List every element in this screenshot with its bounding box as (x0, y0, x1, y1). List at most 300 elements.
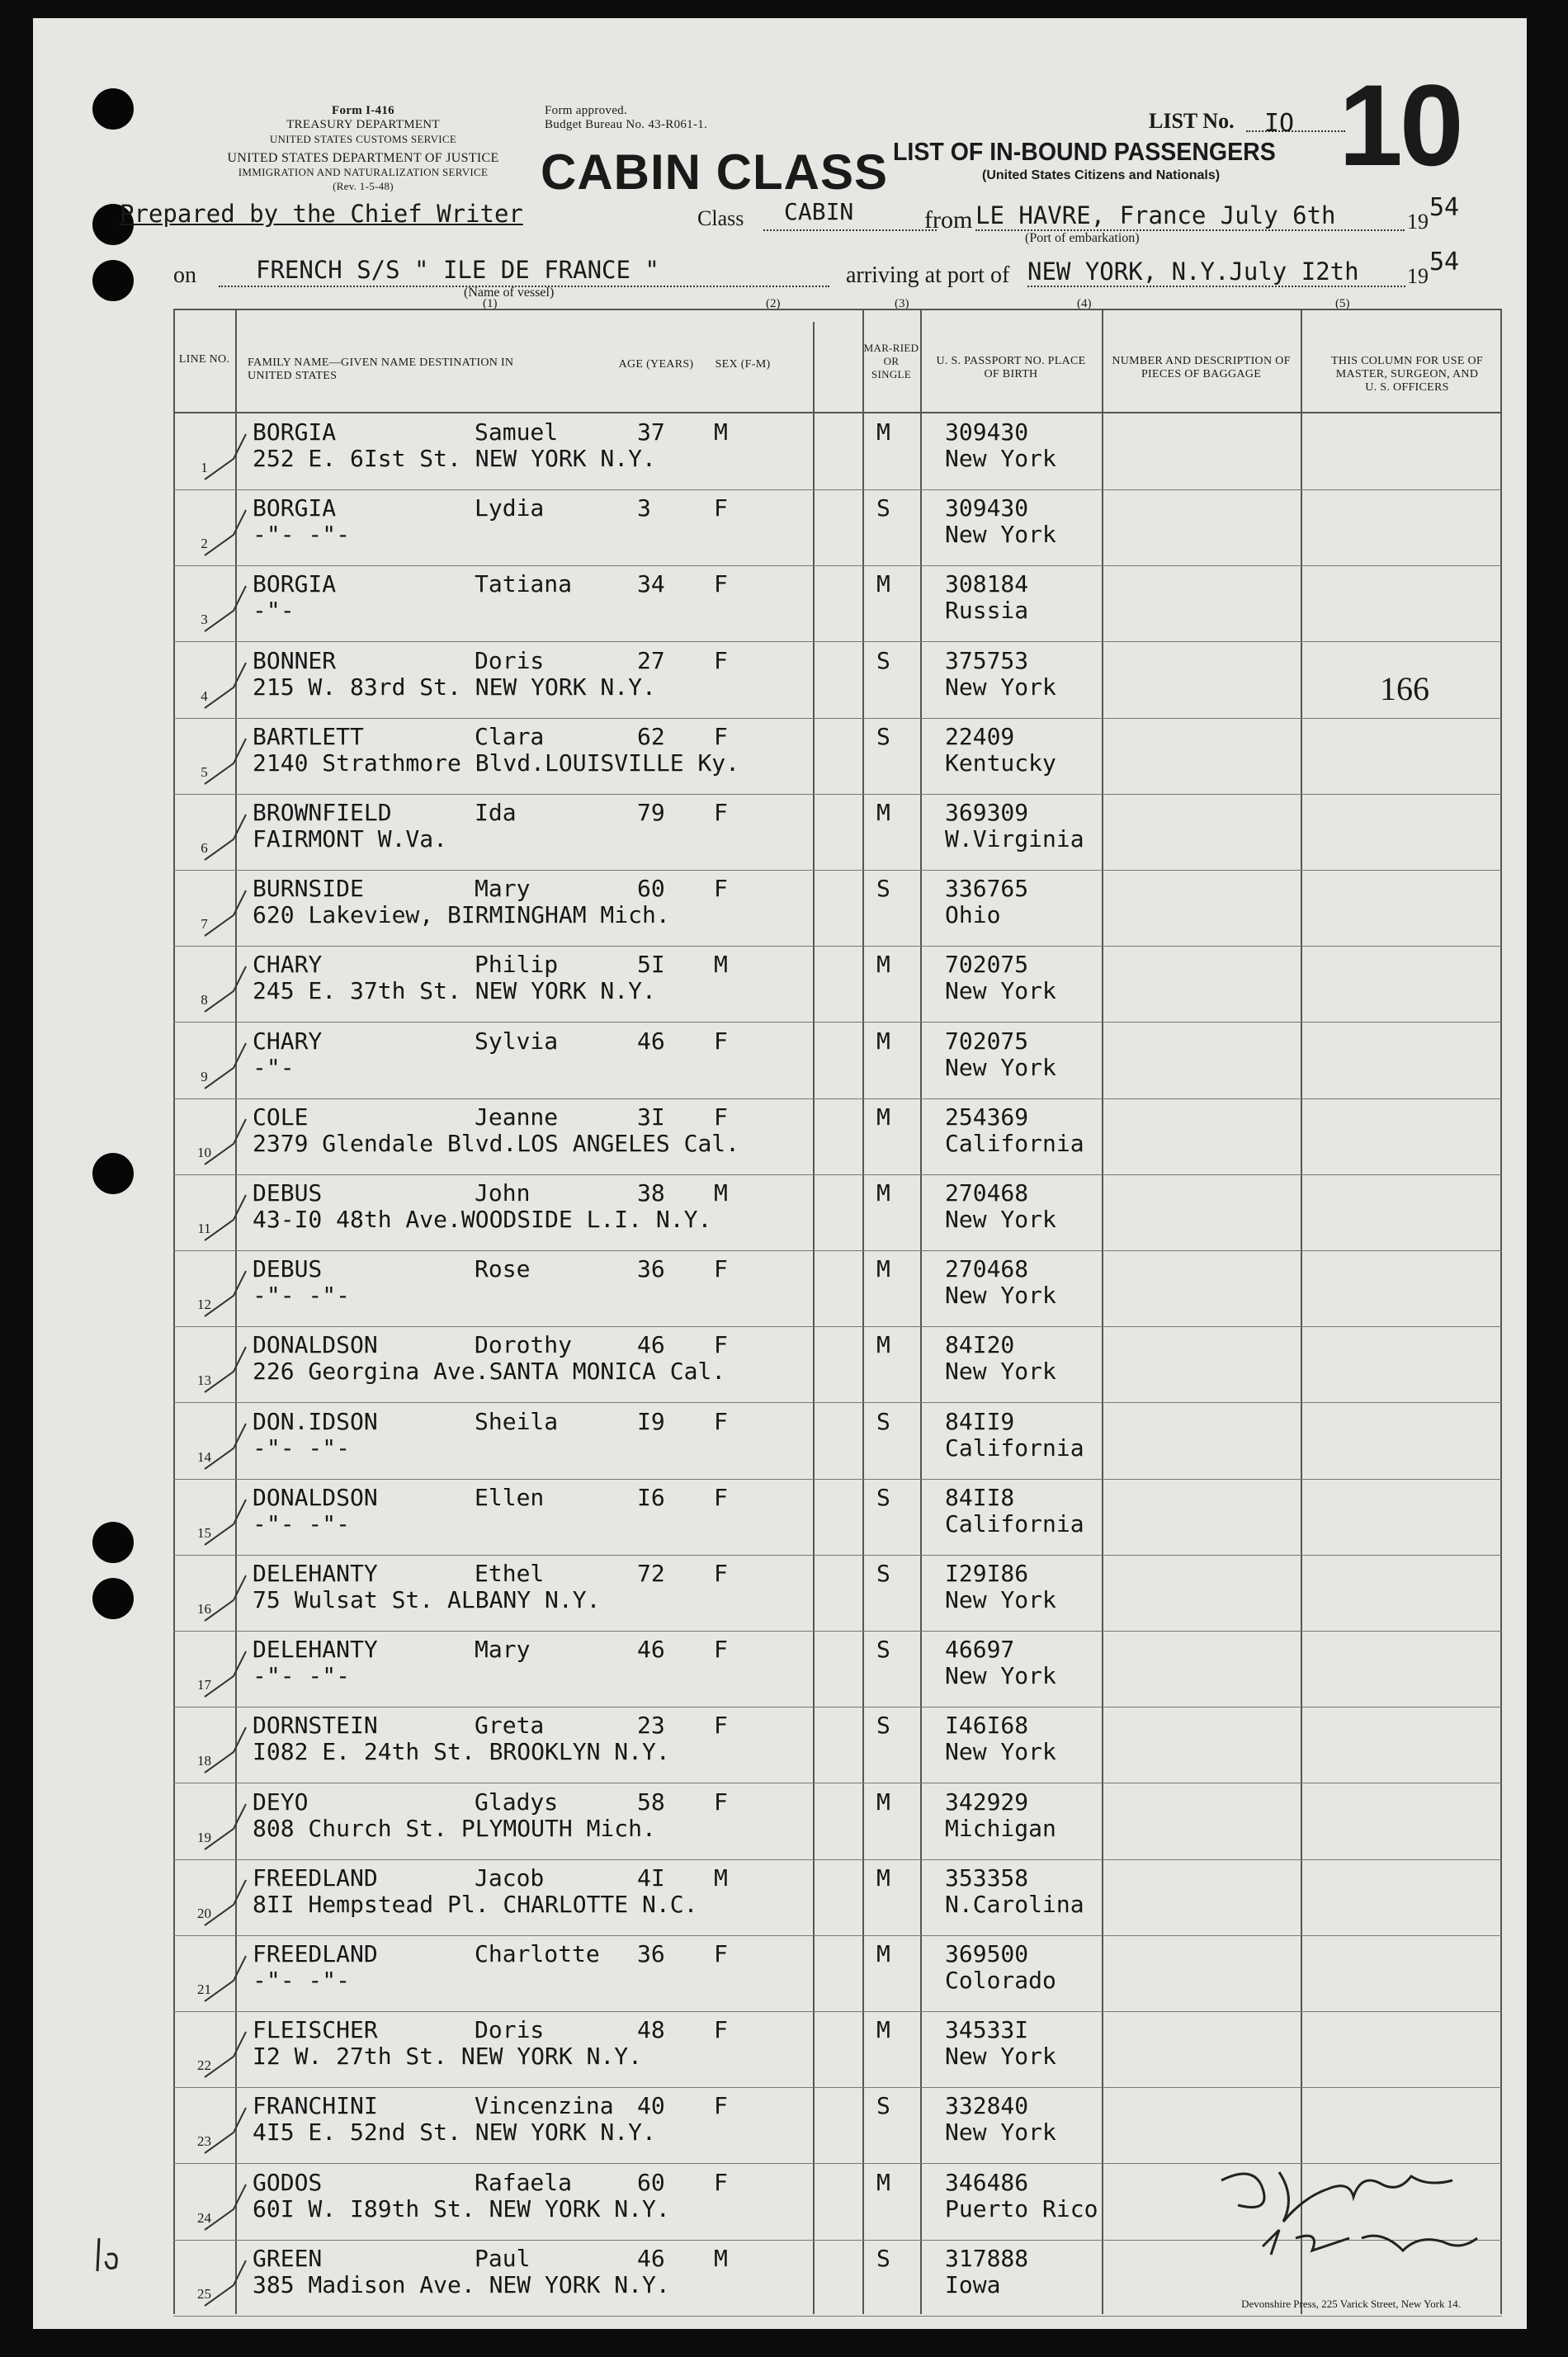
table-row (173, 1023, 1502, 1099)
check-mark (196, 650, 262, 716)
sex-value: F (714, 722, 728, 750)
family-name: COLE (253, 1103, 309, 1131)
family-name: DELEHANTY (253, 1636, 378, 1664)
column-header-name: FAMILY NAME—GIVEN NAME DESTINATION IN UNITED STATES (248, 357, 514, 382)
line-number: 23 (197, 2133, 211, 2150)
age-value: I6 (637, 1483, 665, 1511)
destination-address: 8II Hempstead Pl. CHARLOTTE N.C. (253, 1890, 698, 1918)
family-name: DORNSTEIN (253, 1712, 378, 1740)
table-row (173, 1859, 1502, 1936)
check-mark (196, 1411, 262, 1477)
given-name: Ida (475, 799, 517, 826)
passport-number: I29I86 (945, 1560, 1029, 1587)
prepared-by: Prepared by the Chief Writer (120, 200, 523, 228)
passport-number: 346486 (945, 2168, 1029, 2196)
marital-status: M (876, 799, 890, 826)
officer-note-number: 166 (1380, 670, 1429, 707)
marital-status: M (876, 1255, 890, 1283)
table-row (173, 870, 1502, 947)
table-row (173, 489, 1502, 566)
given-name: Paul (475, 2244, 531, 2272)
destination-address: -"- (253, 1053, 295, 1081)
table-row (173, 1098, 1502, 1175)
destination-address: 252 E. 6Ist St. NEW YORK N.Y. (253, 445, 656, 472)
binder-hole (92, 88, 134, 130)
check-mark (196, 422, 262, 488)
sex-value: F (714, 2016, 728, 2044)
sex-value: F (714, 2092, 728, 2120)
column-index-2: (2) (766, 297, 781, 310)
passport-number: 332840 (945, 2092, 1029, 2120)
passport-number: 84II9 (945, 1407, 1015, 1435)
sex-value: M (714, 2244, 728, 2272)
family-name: GREEN (253, 2244, 323, 2272)
given-name: Doris (475, 2016, 545, 2044)
form-number: Form I-416 (332, 104, 394, 117)
given-name: Sylvia (475, 1027, 559, 1055)
line-number: 17 (197, 1677, 211, 1693)
column-header-officers: THIS COLUMN FOR USE OF MASTER, SURGEON, AND U. S. OFFICERS (1331, 355, 1483, 394)
line-number: 3 (201, 612, 208, 628)
table-row (173, 718, 1502, 795)
check-mark (196, 2172, 262, 2238)
column-header-baggage: NUMBER AND DESCRIPTION OF PIECES OF BAGGAGE (1112, 355, 1291, 380)
destination-address: 808 Church St. PLYMOUTH Mich. (253, 1814, 656, 1842)
check-mark (196, 878, 262, 944)
place-of-birth: California (945, 1509, 1084, 1537)
place-of-birth: New York (945, 1738, 1056, 1766)
place-of-birth: Colorado (945, 1967, 1056, 1994)
sex-value: F (714, 1103, 728, 1131)
line-number: 5 (201, 763, 208, 780)
passport-number: 84II8 (945, 1483, 1015, 1511)
passenger-table (173, 309, 1502, 2314)
destination-address: -"- -"- (253, 1662, 351, 1690)
age-value: 60 (637, 2168, 665, 2196)
table-row (173, 1935, 1502, 2012)
marital-status: M (876, 1179, 890, 1207)
binder-hole (92, 1522, 134, 1563)
check-mark (196, 802, 262, 868)
place-of-birth: W.Virginia (945, 825, 1084, 853)
line-number: 24 (197, 2209, 211, 2226)
list-subtitle: (United States Citizens and Nationals) (982, 168, 1221, 182)
line-number: 25 (197, 2285, 211, 2302)
arriving-value: NEW YORK, N.Y.July I2th (1027, 257, 1359, 286)
class-line (763, 229, 937, 231)
destination-address: 75 Wulsat St. ALBANY N.Y. (253, 1586, 601, 1613)
marital-status: S (876, 722, 890, 750)
family-name: FREEDLAND (253, 1863, 378, 1892)
marital-status: M (876, 418, 890, 446)
place-of-birth: Russia (945, 597, 1029, 625)
age-value: 37 (637, 418, 665, 446)
given-name: Ethel (475, 1560, 545, 1587)
sex-value: M (714, 1179, 728, 1207)
passport-number: 317888 (945, 2244, 1029, 2272)
column-index-4: (4) (1077, 297, 1092, 310)
check-mark (196, 1487, 262, 1553)
given-name: John (475, 1179, 531, 1207)
class-value: CABIN (784, 198, 854, 225)
place-of-birth: California (945, 1129, 1084, 1157)
destination-address: -"- -"- (253, 1967, 351, 1994)
sex-value: M (714, 1863, 728, 1892)
margin-mark (83, 2230, 132, 2279)
from-value: LE HAVRE, France July 6th (975, 201, 1336, 229)
family-name: BURNSIDE (253, 875, 364, 903)
family-name: BORGIA (253, 418, 337, 446)
line-number: 13 (197, 1372, 211, 1389)
column-header-line: LINE NO. (178, 353, 230, 366)
place-of-birth: New York (945, 445, 1056, 472)
table-row (173, 794, 1502, 871)
budget-bureau-label: Budget Bureau No. 43-R061-1. (545, 118, 708, 131)
destination-address: FAIRMONT W.Va. (253, 825, 448, 853)
passport-number: 46697 (945, 1636, 1015, 1664)
given-name: Clara (475, 722, 545, 750)
line-number: 19 (197, 1829, 211, 1845)
class-label: Class (697, 206, 744, 230)
form-approved-label: Form approved. (545, 104, 628, 117)
destination-address: 245 E. 37th St. NEW YORK N.Y. (253, 977, 656, 1005)
marital-status: S (876, 2244, 890, 2272)
line-number: 4 (201, 687, 208, 704)
line-number: 22 (197, 2057, 211, 2074)
age-value: 38 (637, 1179, 665, 1207)
given-name: Rose (475, 1255, 531, 1283)
family-name: BARTLETT (253, 722, 364, 750)
passport-number: 342929 (945, 1788, 1029, 1816)
column-header-sex: SEX (F-M) (715, 358, 771, 371)
from-label: from (924, 206, 973, 234)
line-number: 12 (197, 1297, 211, 1313)
passport-number: 22409 (945, 722, 1015, 750)
arriving-label: arriving at port of (846, 262, 1010, 288)
family-name: BORGIA (253, 570, 337, 598)
passport-number: 369500 (945, 1940, 1029, 1967)
sex-value: F (714, 1940, 728, 1967)
on-label: on (173, 262, 196, 288)
handwritten-signature (1205, 2147, 1502, 2271)
marital-status: S (876, 1712, 890, 1740)
place-of-birth: New York (945, 2043, 1056, 2071)
family-name: BROWNFIELD (253, 799, 392, 826)
given-name: Rafaela (475, 2168, 573, 2196)
manifest-sheet (33, 18, 1527, 2329)
binder-hole (92, 1578, 134, 1619)
sex-value: F (714, 1407, 728, 1435)
marital-status: S (876, 1560, 890, 1587)
check-mark (196, 1944, 262, 2010)
column-header-married: MAR-RIED OR SINGLE (863, 342, 919, 380)
list-number-label: LIST No. (1149, 109, 1235, 133)
arriving-line (1027, 286, 1405, 287)
table-row (173, 946, 1502, 1023)
passport-number: 702075 (945, 951, 1029, 979)
check-mark (196, 2019, 262, 2085)
family-name: FREEDLAND (253, 1940, 378, 1967)
table-row (173, 1707, 1502, 1783)
marital-status: M (876, 951, 890, 979)
destination-address: 60I W. I89th St. NEW YORK N.Y. (253, 2194, 670, 2222)
given-name: Charlotte (475, 1940, 600, 1967)
check-mark (196, 1792, 262, 1858)
check-mark (196, 1868, 262, 1934)
printer-imprint: Devonshire Press, 225 Varick Street, New York 14. (1241, 2298, 1461, 2310)
line-number: 18 (197, 1753, 211, 1769)
destination-address: 620 Lakeview, BIRMINGHAM Mich. (253, 901, 670, 929)
table-row (173, 642, 1502, 719)
age-value: 46 (637, 1636, 665, 1664)
place-of-birth: N.Carolina (945, 1890, 1084, 1918)
marital-status: S (876, 2092, 890, 2120)
marital-status: M (876, 1788, 890, 1816)
age-value: 62 (637, 722, 665, 750)
sex-value: F (714, 799, 728, 826)
table-row (173, 1631, 1502, 1708)
revision-label: (Rev. 1-5-48) (333, 180, 394, 192)
check-mark (196, 2248, 262, 2314)
place-of-birth: New York (945, 1662, 1056, 1690)
line-number: 11 (197, 1221, 211, 1236)
place-of-birth: New York (945, 1282, 1056, 1310)
passport-number: 309430 (945, 494, 1029, 522)
binder-hole (92, 260, 134, 301)
destination-address: I2 W. 27th St. NEW YORK N.Y. (253, 2043, 643, 2071)
sex-value: F (714, 1636, 728, 1664)
given-name: Sheila (475, 1407, 559, 1435)
line-number: 14 (197, 1448, 211, 1465)
column-index-5: (5) (1335, 297, 1350, 310)
family-name: DEBUS (253, 1255, 323, 1283)
passport-number: 702075 (945, 1027, 1029, 1055)
age-value: 46 (637, 2244, 665, 2272)
age-value: 58 (637, 1788, 665, 1816)
check-mark (196, 2095, 262, 2161)
marital-status: S (876, 1483, 890, 1511)
table-row (173, 1783, 1502, 1860)
immigration-label: IMMIGRATION AND NATURALIZATION SERVICE (238, 166, 489, 178)
column-header-age: AGE (YEARS) (618, 358, 694, 371)
place-of-birth: New York (945, 1358, 1056, 1386)
sex-value: F (714, 1483, 728, 1511)
age-value: 46 (637, 1027, 665, 1055)
table-row (173, 1479, 1502, 1556)
check-mark (196, 1107, 262, 1173)
table-row (173, 1250, 1502, 1327)
passport-number: 34533I (945, 2016, 1029, 2044)
age-value: 72 (637, 1560, 665, 1587)
given-name: Lydia (475, 494, 545, 522)
table-row (173, 413, 1502, 490)
given-name: Doris (475, 646, 545, 674)
given-name: Mary (475, 875, 531, 903)
age-value: 48 (637, 2016, 665, 2044)
line-number: 8 (201, 992, 208, 1008)
passport-number: 375753 (945, 646, 1029, 674)
table-row (173, 565, 1502, 642)
port-caption: (Port of embarkation) (1025, 231, 1140, 245)
sex-value: F (714, 570, 728, 598)
marital-status: M (876, 2016, 890, 2044)
destination-address: -"- -"- (253, 521, 351, 549)
vessel-caption: (Name of vessel) (464, 286, 555, 300)
family-name: DON.IDSON (253, 1407, 378, 1435)
line-number: 16 (197, 1601, 211, 1617)
family-name: DEBUS (253, 1179, 323, 1207)
check-mark (196, 954, 262, 1020)
place-of-birth: New York (945, 977, 1056, 1005)
age-value: 23 (637, 1712, 665, 1740)
family-name: DEYO (253, 1788, 309, 1816)
check-mark (196, 574, 262, 640)
cabin-class-title: CABIN CLASS (541, 144, 889, 200)
age-value: 40 (637, 2092, 665, 2120)
given-name: Vincenzina (475, 2092, 614, 2120)
family-name: FLEISCHER (253, 2016, 378, 2044)
line-number: 20 (197, 1905, 211, 1921)
marital-status: S (876, 1407, 890, 1435)
marital-status: M (876, 1940, 890, 1967)
sex-value: M (714, 951, 728, 979)
marital-status: S (876, 1636, 890, 1664)
column-index-1: (1) (483, 297, 498, 310)
line-number: 6 (201, 840, 208, 856)
given-name: Mary (475, 1636, 531, 1664)
given-name: Tatiana (475, 570, 573, 598)
marital-status: M (876, 1863, 890, 1892)
family-name: DONALDSON (253, 1483, 378, 1511)
passport-number: 309430 (945, 418, 1029, 446)
place-of-birth: New York (945, 521, 1056, 549)
vessel-value: FRENCH S/S " ILE DE FRANCE " (256, 256, 659, 284)
given-name: Dorothy (475, 1331, 573, 1359)
family-name: CHARY (253, 1027, 323, 1055)
given-name: Samuel (475, 418, 559, 446)
passport-number: 336765 (945, 875, 1029, 903)
marital-status: M (876, 2168, 890, 2196)
passport-number: I46I68 (945, 1712, 1029, 1740)
given-name: Gladys (475, 1788, 559, 1816)
passport-number: 270468 (945, 1255, 1029, 1283)
destination-address: I082 E. 24th St. BROOKLYN N.Y. (253, 1738, 670, 1766)
place-of-birth: New York (945, 2118, 1056, 2147)
age-value: 36 (637, 1940, 665, 1967)
year-prefix-2: 19 (1407, 264, 1429, 288)
line-number: 15 (197, 1524, 211, 1541)
treasury-label: TREASURY DEPARTMENT (286, 118, 440, 131)
passport-number: 308184 (945, 570, 1029, 598)
destination-address: -"- (253, 597, 295, 625)
passport-number: 369309 (945, 799, 1029, 826)
destination-address: 226 Georgina Ave.SANTA MONICA Cal. (253, 1358, 726, 1386)
form-agency-block (165, 104, 561, 193)
age-value: 34 (637, 570, 665, 598)
binder-hole (92, 1153, 134, 1194)
justice-label: UNITED STATES DEPARTMENT OF JUSTICE (227, 151, 499, 165)
destination-address: 4I5 E. 52nd St. NEW YORK N.Y. (253, 2118, 656, 2147)
place-of-birth: New York (945, 1586, 1056, 1613)
sex-value: F (714, 646, 728, 674)
destination-address: 215 W. 83rd St. NEW YORK N.Y. (253, 673, 656, 701)
line-number: 2 (201, 536, 208, 552)
age-value: 60 (637, 875, 665, 903)
big-list-number: 10 (1339, 60, 1461, 190)
marital-status: M (876, 570, 890, 598)
line-number: 21 (197, 1981, 211, 1997)
line-number: 9 (201, 1068, 208, 1084)
place-of-birth: New York (945, 673, 1056, 701)
table-row (173, 1174, 1502, 1251)
column-header-passport: U. S. PASSPORT NO. PLACE OF BIRTH (936, 355, 1086, 380)
passport-number: 254369 (945, 1103, 1029, 1131)
marital-status: S (876, 875, 890, 903)
destination-address: 2140 Strathmore Blvd.LOUISVILLE Ky. (253, 749, 740, 777)
approval-block (545, 104, 792, 132)
age-value: 3 (637, 494, 651, 522)
family-name: DONALDSON (253, 1331, 378, 1359)
sex-value: F (714, 1788, 728, 1816)
destination-address: 43-I0 48th Ave.WOODSIDE L.I. N.Y. (253, 1206, 712, 1233)
age-value: 46 (637, 1331, 665, 1359)
sex-value: F (714, 494, 728, 522)
age-value: 79 (637, 799, 665, 826)
given-name: Philip (475, 951, 559, 979)
check-mark (196, 1183, 262, 1249)
age-value: 4I (637, 1863, 665, 1892)
year-prefix-1: 19 (1407, 210, 1429, 234)
passport-number: 270468 (945, 1179, 1029, 1207)
family-name: BORGIA (253, 494, 337, 522)
table-row (173, 1555, 1502, 1632)
place-of-birth: Ohio (945, 901, 1001, 929)
line-number: 1 (201, 460, 208, 475)
family-name: GODOS (253, 2168, 323, 2196)
marital-status: M (876, 1027, 890, 1055)
check-mark (196, 498, 262, 564)
sex-value: F (714, 1255, 728, 1283)
list-number-value: IO (1264, 109, 1295, 138)
sex-value: F (714, 1331, 728, 1359)
passport-number: 353358 (945, 1863, 1029, 1892)
year-value-2: 54 (1429, 248, 1460, 276)
destination-address: 2379 Glendale Blvd.LOS ANGELES Cal. (253, 1129, 740, 1157)
family-name: FRANCHINI (253, 2092, 378, 2120)
given-name: Ellen (475, 1483, 545, 1511)
column-index-3: (3) (895, 297, 909, 310)
sex-value: F (714, 1027, 728, 1055)
place-of-birth: Iowa (945, 2270, 1001, 2298)
sex-value: F (714, 875, 728, 903)
given-name: Greta (475, 1712, 545, 1740)
age-value: 27 (637, 646, 665, 674)
place-of-birth: California (945, 1434, 1084, 1462)
marital-status: S (876, 494, 890, 522)
check-mark (196, 1031, 262, 1097)
check-mark (196, 726, 262, 792)
family-name: BONNER (253, 646, 337, 674)
place-of-birth: Michigan (945, 1814, 1056, 1842)
marital-status: M (876, 1331, 890, 1359)
line-number: 10 (197, 1144, 211, 1160)
place-of-birth: New York (945, 1053, 1056, 1081)
check-mark (196, 1259, 262, 1325)
marital-status: S (876, 646, 890, 674)
age-value: 36 (637, 1255, 665, 1283)
sex-value: F (714, 1712, 728, 1740)
destination-address: -"- -"- (253, 1282, 351, 1310)
